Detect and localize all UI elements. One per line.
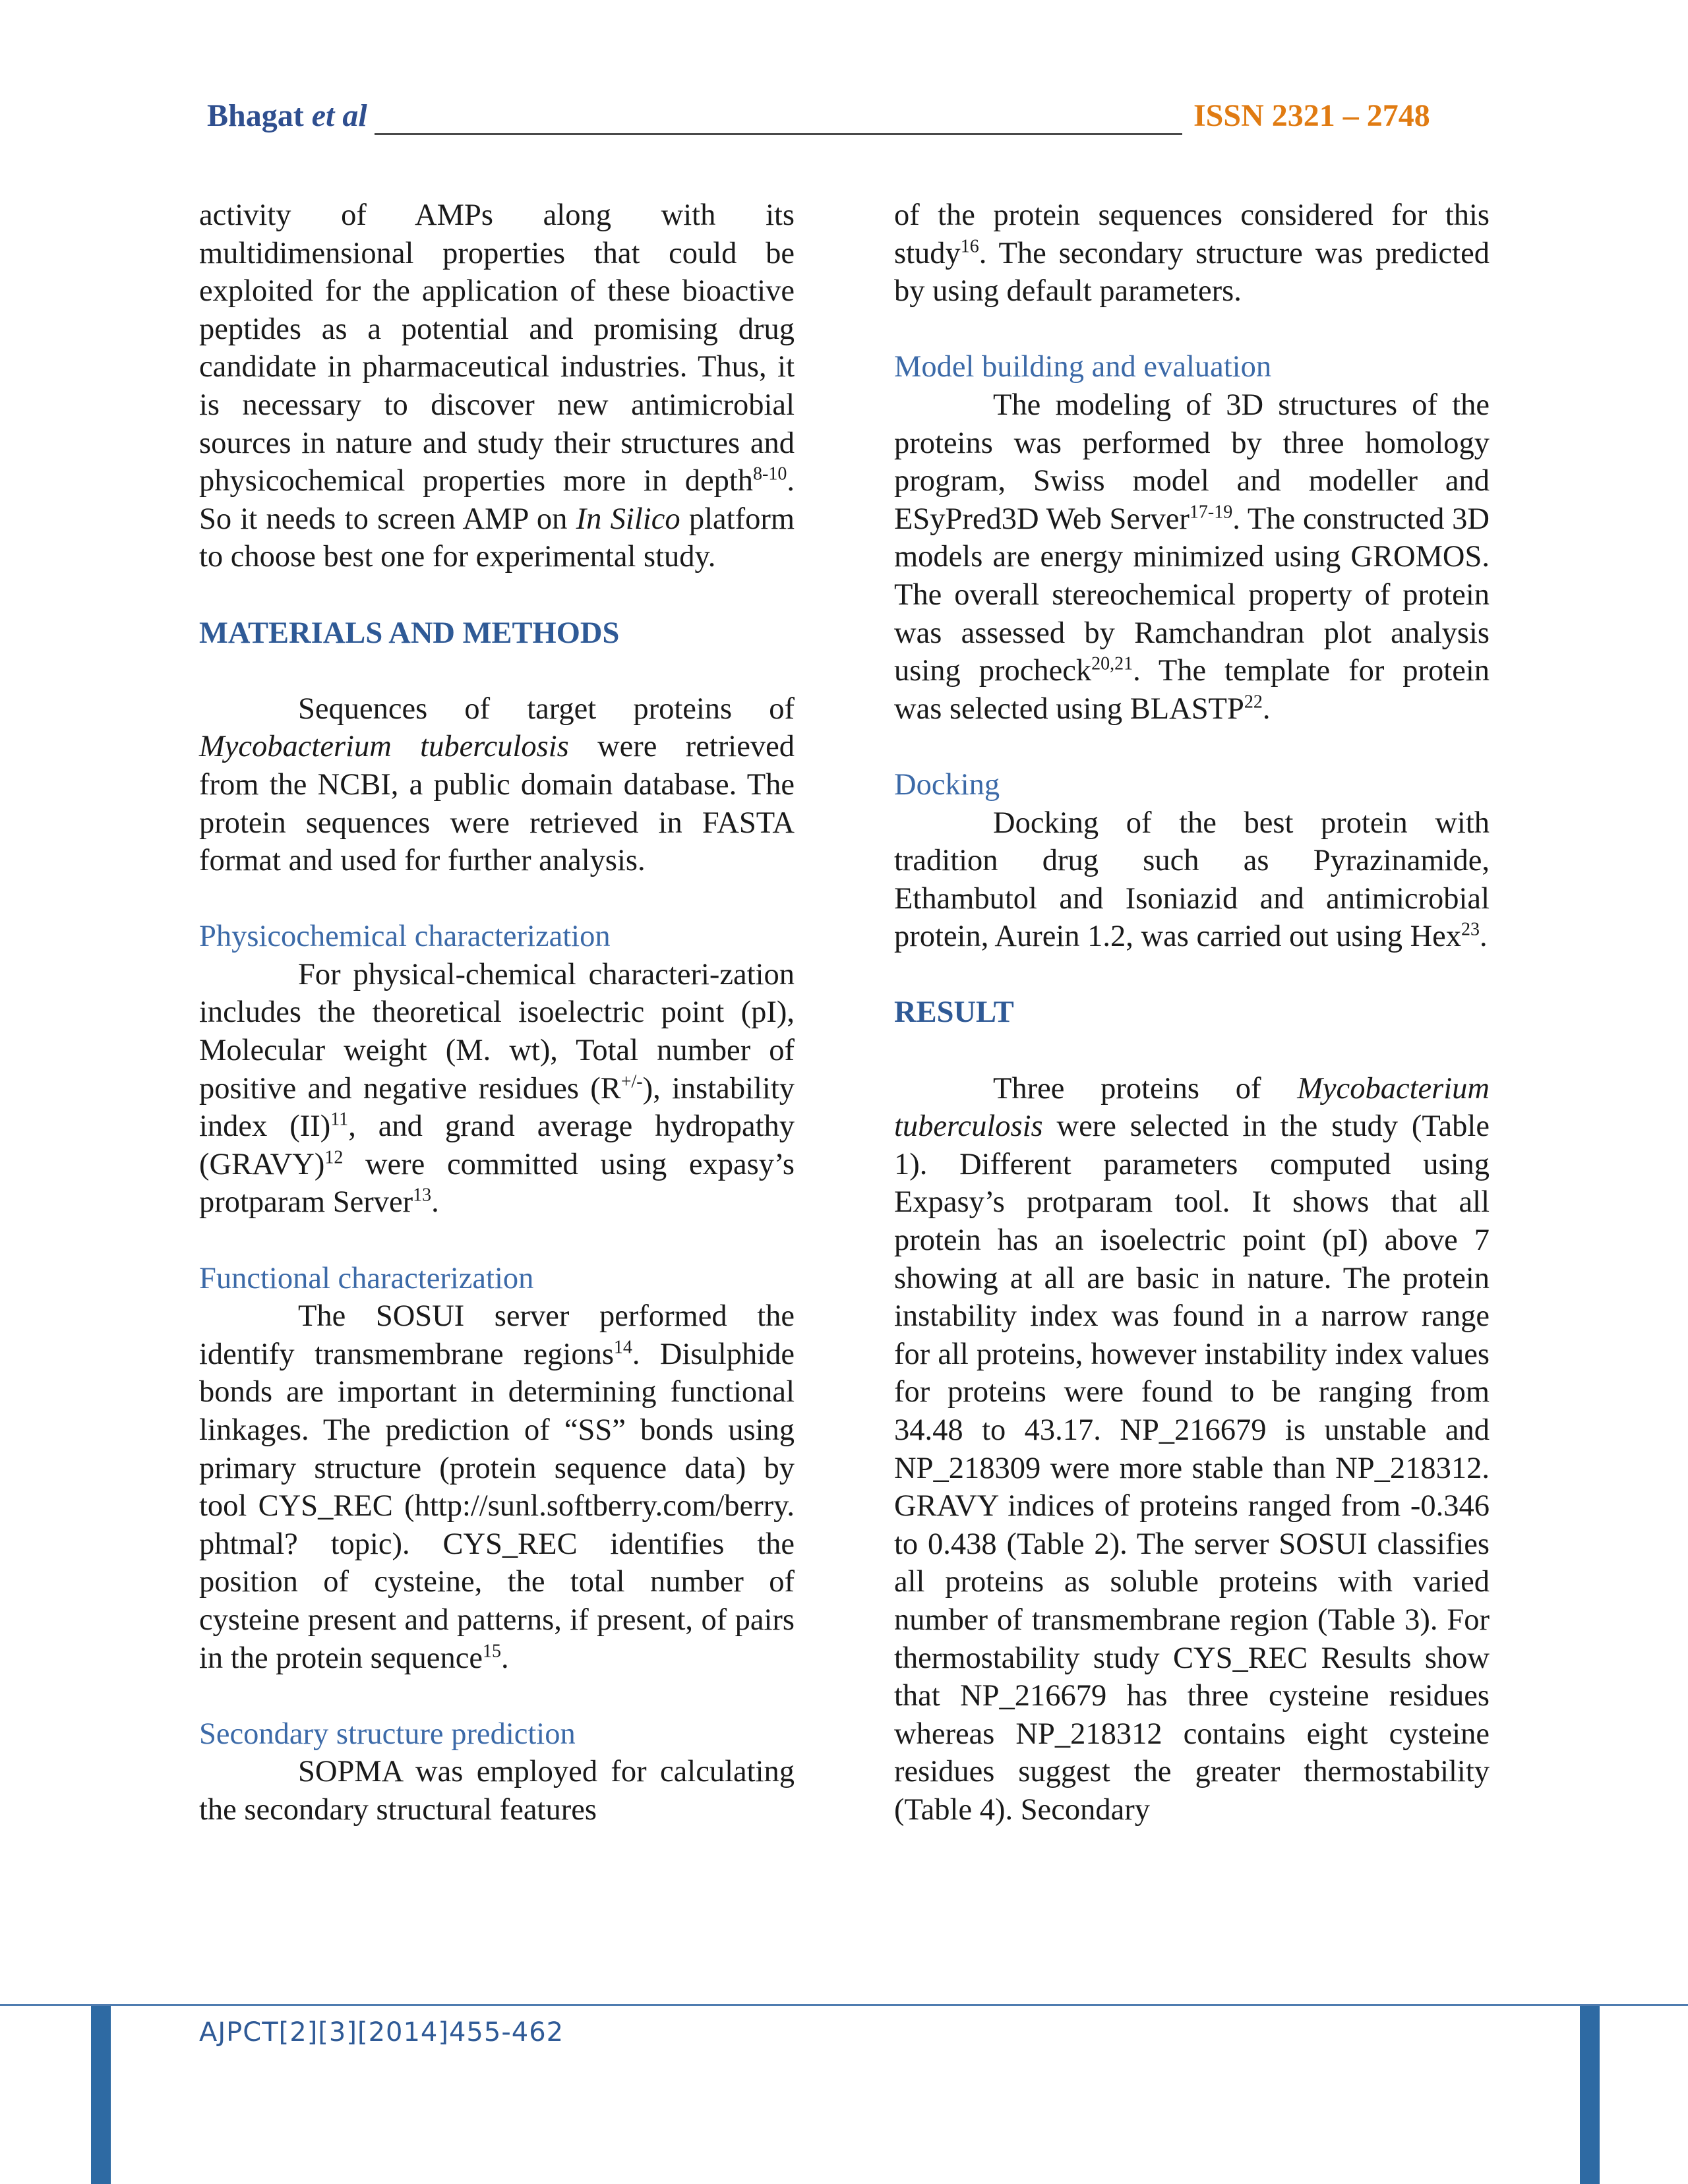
text-run: activity of AMPs along with its multidimensional properties that could be exploited for the application of these bioactive peptides as a potential and promising drug candidate in pharmaceutical industries. Thus, it is necessary to discover new antimicrobial sources in nature and study their structures and physicochemical properties more in depth [199,198,795,498]
header-rule [375,133,1182,135]
subheading-secondary-structure: Secondary structure prediction [199,1717,576,1751]
italic-term: In Silico [576,502,680,536]
section-heading-result: RESULT [894,995,1014,1030]
secondary-structure-paragraph: SOPMA was employed for calculating the secondary structural features [199,1755,795,1827]
functional-paragraph [199,1297,795,1677]
citation-ref: 11 [330,1109,349,1130]
subheading-model-building: Model building and evaluation [894,350,1272,384]
secondary-structure-continued [894,196,1490,310]
model-building-paragraph [894,386,1490,728]
text-run: . Disulphide bonds are important in determining functional linkages. The prediction of “SS” bonds using primary structure (protein sequence data) by tool CYS_REC (http://sunl.softberry.com/berry. phtmal? topic). CYS_REC identifies the position of cysteine, the total number of cysteine present and patterns, if present, of pairs in the protein sequence [199,1337,795,1675]
text-run: . [1480,920,1488,954]
author-name: Bhagat [207,98,304,133]
et-al: et al [311,98,367,133]
text-run: of the protein sequences considered for this study [894,198,1490,270]
text-run: Docking of the best protein with tradition drug such as Pyrazinamide, Ethambutol and Isoniazid and antimicrobial protein, Aurein 1.2, was carried out using Hex [894,806,1490,954]
superscript: +/- [620,1071,643,1092]
intro-paragraph [199,196,795,576]
docking-paragraph [894,804,1490,956]
citation-ref: 14 [613,1337,632,1358]
text-run: . The secondary structure was predicted by using default parameters. [894,236,1490,309]
citation-ref: 12 [324,1147,344,1168]
text-run: Sequences of target proteins of [298,692,795,726]
citation-ref: 15 [482,1641,501,1662]
footer-bar-left [91,2006,111,2184]
subheading-physicochemical: Physicochemical characterization [199,920,611,954]
text-run: . The constructed 3D models are energy minimized using GROMOS. The overall stereochemical property of protein was assessed by Ramchandran plot analysis using procheck [894,502,1490,688]
text-run: . [1262,692,1271,726]
citation-ref: 22 [1244,692,1263,713]
text-run: For physical-chemical characteri-zation includes the theoretical isoelectric point (pI), Molecular weight (M. wt), Total number of positive and negative residues (R [199,957,795,1106]
text-run: The modeling of 3D structures of the proteins was performed by three homology program, Swiss model and modeller and ESyPred3D Web Server [894,388,1490,536]
text-run: were selected in the study (Table 1). Different parameters computed using Expasy’s protparam tool. It shows that all protein has an isoelectric point (pI) above 7 showing at all are basic in nature. The protein instability index was found in a narrow range for all proteins, however instability index values for proteins were found to be ranging from 34.48 to 43.17. NP_216679 is unstable and NP_218309 were more stable than NP_218312. GRAVY indices of proteins ranged from -0.346 to 0.438 (Table 2). The server SOSUI classifies all proteins as soluble proteins with varied number of transmembrane region (Table 3). For thermostability study CYS_REC Results show that NP_216679 has three cysteine residues whereas NP_218312 contains eight cysteine residues suggest the greater thermostability (Table 4). Secondary [894,1109,1490,1827]
section-heading-materials: MATERIALS AND METHODS [199,616,620,650]
issn-label: ISSN 2321 – 2748 [1193,98,1430,133]
text-run: . [500,1641,509,1675]
physicochemical-paragraph [199,956,795,1222]
species-name: Mycobacterium tuberculosis [894,1071,1490,1144]
text-run: were retrieved from the NCBI, a public domain database. The protein sequences were retrieved in FASTA format and used for further analysis. [199,730,795,878]
subheading-functional: Functional characterization [199,1261,534,1295]
species-name: Mycobacterium tuberculosis [199,730,569,764]
citation-ref: 23 [1461,919,1480,940]
footer-rule [0,2004,1688,2006]
result-paragraph [894,1070,1490,1829]
subheading-docking: Docking [894,767,1000,802]
footer-bar-right [1580,2006,1600,2184]
citation-ref: 17-19 [1189,502,1233,523]
left-column [199,196,795,1829]
methods-paragraph [199,690,795,880]
citation-ref: 20,21 [1091,653,1133,674]
text-run: . The template for protein was selected using BLASTP [894,654,1490,726]
text-run: ), instability index (II) [199,1071,795,1144]
right-column [894,196,1490,1829]
citation-ref: 16 [960,236,979,257]
text-run: platform to choose best one for experimental study. [199,502,795,574]
text-run: , and grand average hydropathy (GRAVY) [199,1109,795,1181]
citation-ref: 8-10 [753,463,787,485]
text-run: were committed using expasy’s protparam Server [199,1147,795,1220]
running-header-author [207,98,367,134]
citation-ref: 13 [413,1185,432,1206]
text-run: . [431,1185,439,1220]
text-run: Three proteins of [993,1071,1298,1106]
footer-citation: AJPCT[2][3][2014]455-462 [199,2017,564,2048]
text-run: The SOSUI server performed the identify transmembrane regions [199,1299,795,1371]
text-run: . So it needs to screen AMP on [199,464,795,536]
